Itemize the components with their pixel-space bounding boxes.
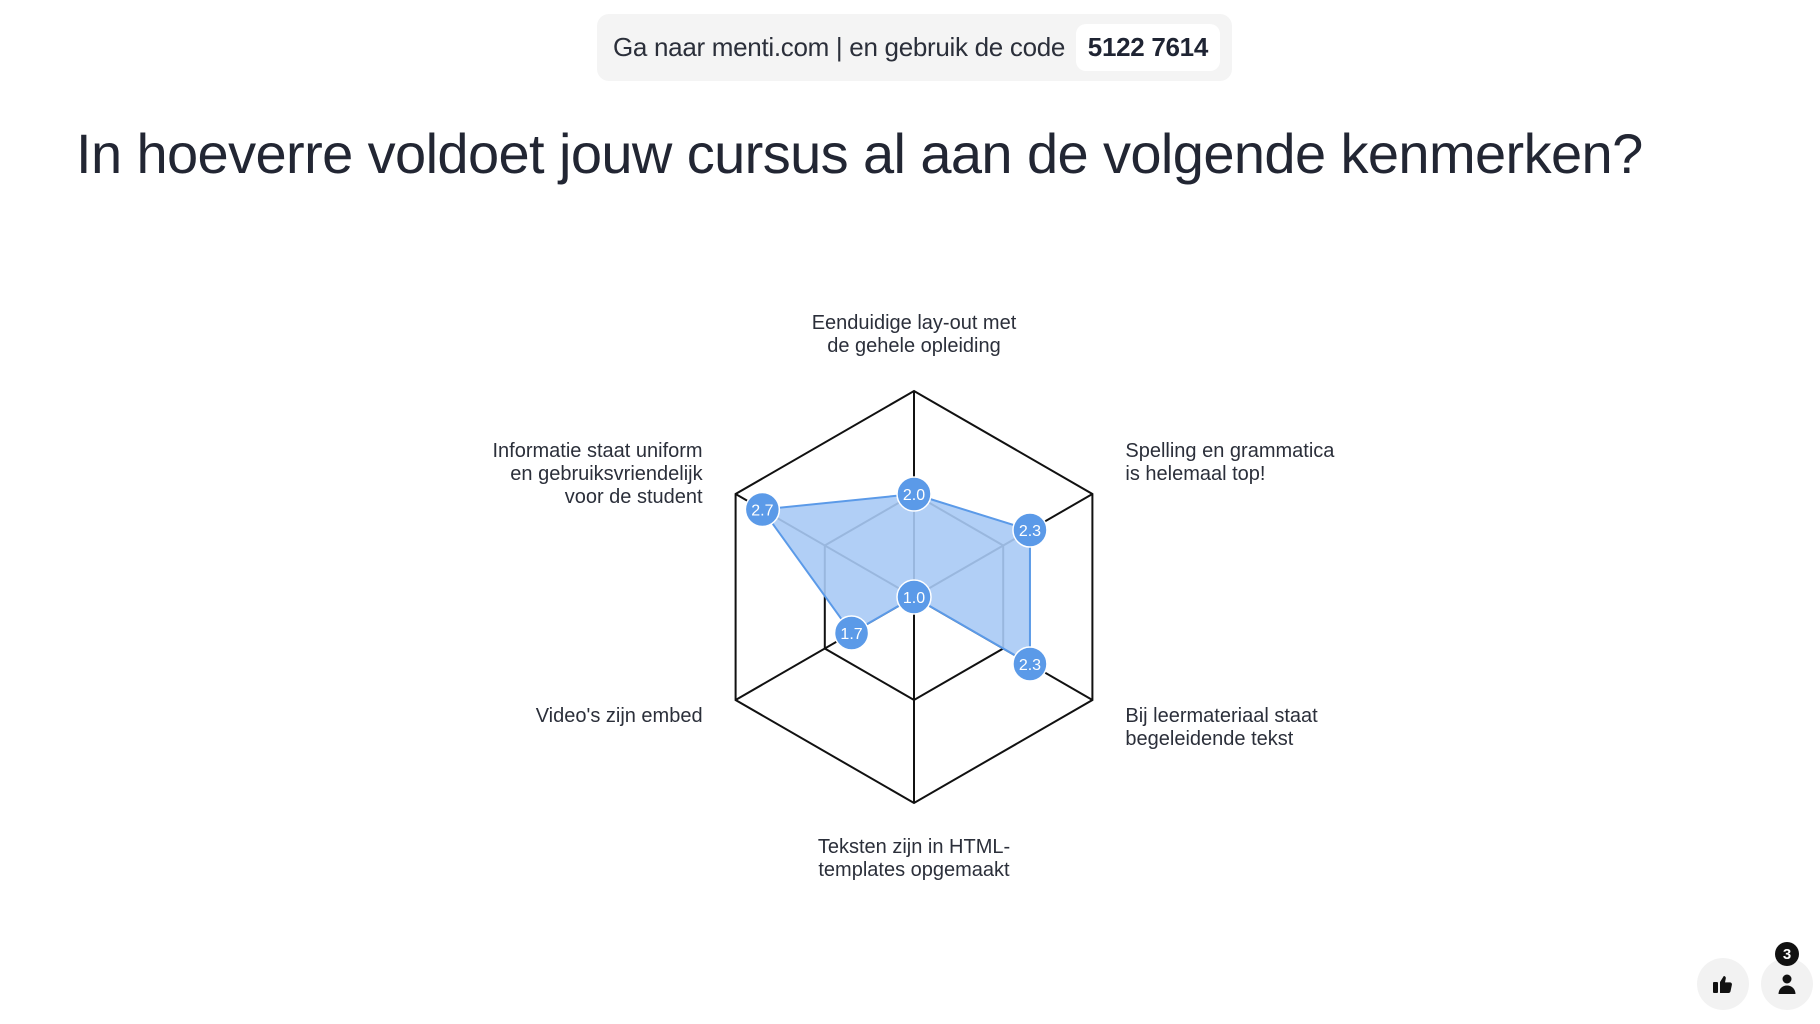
axis-label-4 [818,836,1010,881]
value-label-6: 2.7 [751,502,774,520]
axis-label-3 [1125,705,1318,750]
axis-label-line: Informatie staat uniform [492,440,703,462]
value-label-5: 1.7 [840,626,863,644]
axis-label-5 [536,705,703,727]
axis-label-line: en gebruiksvriendelijk [510,463,703,485]
value-label-2: 2.3 [1018,523,1042,541]
axis-label-line: Bij leermateriaal staat [1125,705,1318,727]
audience-count-badge: 3 [1775,942,1799,966]
axis-label-line: is helemaal top! [1125,463,1266,485]
axis-label-line: de gehele opleiding [827,335,1001,357]
value-label-1: 2.0 [902,487,926,504]
axis-label-2 [1125,440,1335,485]
axis-label-line: Video's zijn embed [535,705,703,727]
like-button[interactable] [1697,958,1749,1010]
axis-label-line: voor de student [564,486,703,508]
thumbs-up-icon [1711,972,1735,996]
join-code: 5122 7614 [1076,24,1220,71]
axis-label-1 [812,312,1017,357]
axis-label-line: begeleidende tekst [1125,728,1294,750]
axis-label-6 [493,440,704,508]
join-text: Ga naar menti.com | en gebruik de code [613,32,1066,62]
axis-label-line: Spelling en grammatica [1125,440,1335,462]
person-icon [1775,972,1799,996]
axis-label-line: Teksten zijn in HTML- [817,836,1011,858]
question-title: In hoeverre voldoet jouw cursus al aan de volgende kenmerken? [76,122,1643,185]
value-label-3: 2.3 [1018,656,1042,674]
value-label-4: 1.0 [902,590,926,607]
axis-label-line: Eenduidige lay-out met [811,312,1017,334]
axis-label-line: templates opgemaakt [818,859,1010,881]
data-area [762,494,1030,664]
